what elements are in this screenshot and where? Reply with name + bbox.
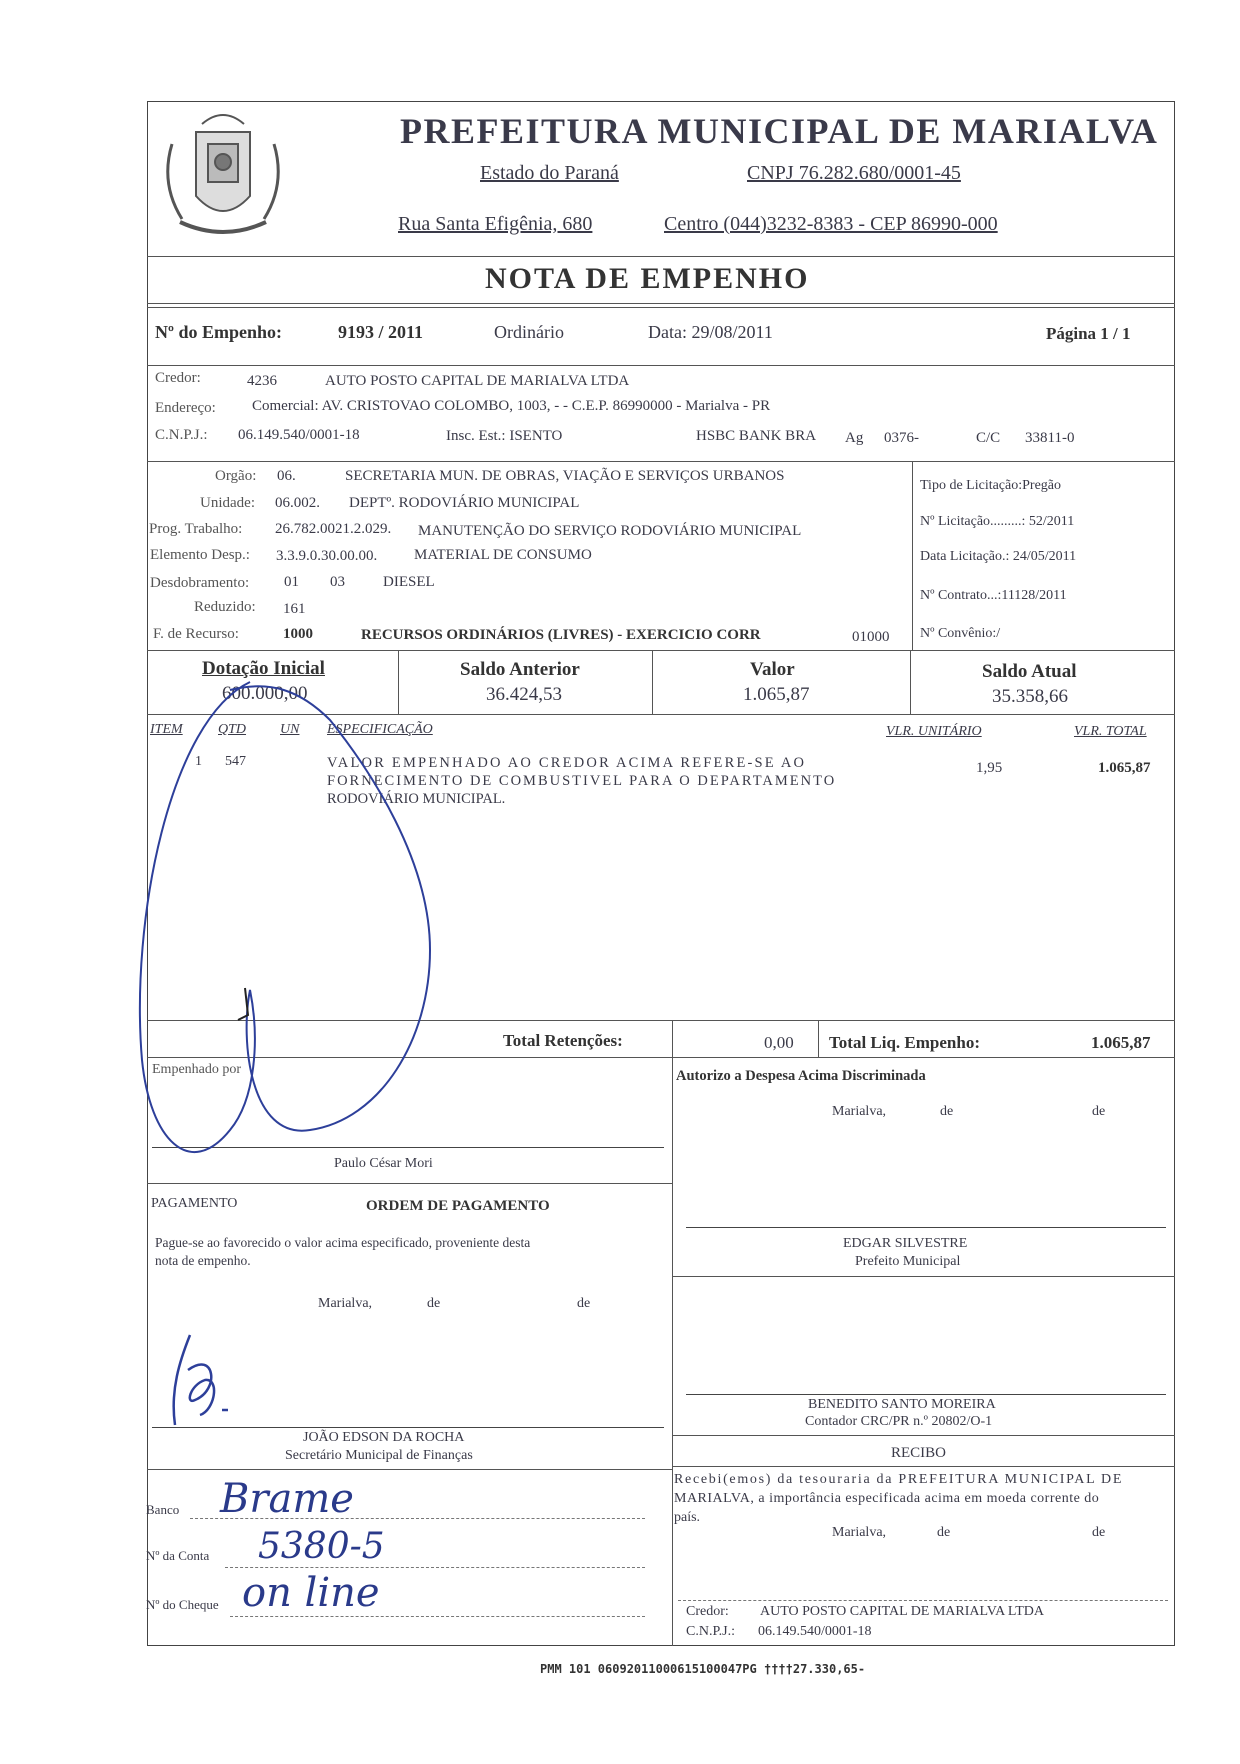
valor-value: 1.065,87 xyxy=(743,684,810,705)
header-address: Rua Santa Efigênia, 680 xyxy=(398,213,593,235)
empenho-number-label: Nº do Empenho: xyxy=(155,322,282,342)
pagamento-city: Marialva, xyxy=(318,1296,373,1311)
secretario-handwritten-signature xyxy=(160,1330,250,1440)
recibo-cnpj-label: C.N.P.J.: xyxy=(686,1624,736,1639)
credor-code: 4236 xyxy=(247,373,277,389)
agency-value: 0376- xyxy=(884,430,919,446)
desdobramento-label: Desdobramento: xyxy=(150,575,250,591)
recibo-text-line: MARIALVA, a importância especificada acima em moeda corrente do xyxy=(674,1491,1100,1506)
numero-contrato: Nº Contrato...:11128/2011 xyxy=(920,588,1067,603)
prefeito-role: Prefeito Municipal xyxy=(855,1254,961,1269)
pagamento-label: PAGAMENTO xyxy=(151,1196,238,1211)
dotacao-inicial-label: Dotação Inicial xyxy=(202,658,325,679)
bank-name: HSBC BANK BRA xyxy=(696,428,817,444)
banco-handwritten: Brame xyxy=(220,1476,354,1522)
unidade-code: 06.002. xyxy=(275,495,320,511)
document-title: NOTA DE EMPENHO xyxy=(485,262,810,295)
empenho-number: 9193 / 2011 xyxy=(338,322,424,342)
empenhado-signer: Paulo César Mori xyxy=(334,1156,433,1171)
recibo-de-1: de xyxy=(937,1525,951,1540)
recibo-cnpj-value: 06.149.540/0001-18 xyxy=(758,1624,872,1639)
autorizo-label: Autorizo a Despesa Acima Discriminada xyxy=(676,1068,926,1084)
recurso-name: RECURSOS ORDINÁRIOS (LIVRES) - EXERCICIO CORR xyxy=(361,627,761,643)
recibo-text-line: Recebi(emos) da tesouraria da PREFEITURA MUNICIPAL DE xyxy=(674,1472,1124,1487)
numero-licitacao: Nº Licitação.........: 52/2011 xyxy=(920,514,1075,529)
unidade-name: DEPTº. RODOVIÁRIO MUNICIPAL xyxy=(349,495,580,511)
recibo-city: Marialva, xyxy=(832,1525,887,1540)
autorizo-de-2: de xyxy=(1092,1104,1106,1119)
empenhado-por-label: Empenhado por xyxy=(152,1062,242,1077)
recurso-code: 1000 xyxy=(283,626,313,642)
dotacao-inicial-value: 600.000,00 xyxy=(222,683,308,704)
recibo-text-line: país. xyxy=(674,1510,701,1525)
item-vlr-unitario: 1,95 xyxy=(976,760,1003,776)
data-licitacao: Data Licitação.: 24/05/2011 xyxy=(920,549,1077,564)
item-spec-line: RODOVIÁRIO MUNICIPAL. xyxy=(327,791,506,807)
item-spec-line: VALOR EMPENHADO AO CREDOR ACIMA REFERE-SE AO xyxy=(327,755,807,771)
desdobramento-a: 01 xyxy=(284,574,299,590)
footer-authentication: PMM 101 06092011000615100047PG ††††27.330,65- xyxy=(540,1662,866,1676)
page-number: Página 1 / 1 xyxy=(1046,324,1131,343)
cnpj-label: C.N.P.J.: xyxy=(155,427,208,443)
prog-name: MANUTENÇÃO DO SERVIÇO RODOVIÁRIO MUNICIPAL xyxy=(418,523,802,539)
cheque-label: Nº do Cheque xyxy=(146,1597,219,1612)
endereco-label: Endereço: xyxy=(155,400,216,416)
reduzido-value: 161 xyxy=(283,601,306,617)
empenho-type: Ordinário xyxy=(494,322,564,342)
endereco-value: Comercial: AV. CRISTOVAO COLOMBO, 1003, - - C.E.P. 86990000 - Marialva - PR xyxy=(252,398,771,414)
total-retencoes-value: 0,00 xyxy=(764,1033,794,1052)
agency-label: Ag xyxy=(845,430,864,446)
municipal-crest-logo xyxy=(152,104,294,244)
item-qtd: 547 xyxy=(225,754,246,769)
desdobramento-name: DIESEL xyxy=(383,574,435,590)
recibo-credor-value: AUTO POSTO CAPITAL DE MARIALVA LTDA xyxy=(760,1604,1044,1619)
page-title: PREFEITURA MUNICIPAL DE MARIALVA xyxy=(400,111,1159,151)
recibo-de-2: de xyxy=(1092,1525,1106,1540)
secretario-role: Secretário Municipal de Finanças xyxy=(285,1448,473,1463)
prog-code: 26.782.0021.2.029. xyxy=(275,521,392,537)
autorizo-de-1: de xyxy=(940,1104,954,1119)
recurso-code-2: 01000 xyxy=(852,629,890,645)
total-retencoes-label: Total Retenções: xyxy=(503,1031,623,1050)
desdobramento-b: 03 xyxy=(330,574,345,590)
unidade-label: Unidade: xyxy=(200,495,255,511)
saldo-atual-label: Saldo Atual xyxy=(982,661,1077,682)
tipo-licitacao: Tipo de Licitação:Pregão xyxy=(920,478,1062,493)
cnpj-value: 06.149.540/0001-18 xyxy=(238,427,360,443)
item-number: 1 xyxy=(195,754,202,769)
conta-handwritten: 5380-5 xyxy=(258,1526,385,1567)
account-value: 33811-0 xyxy=(1025,430,1075,446)
autorizo-city: Marialva, xyxy=(832,1104,887,1119)
credor-name: AUTO POSTO CAPITAL DE MARIALVA LTDA xyxy=(325,373,630,389)
saldo-anterior-label: Saldo Anterior xyxy=(460,659,580,680)
handwritten-signature-mark xyxy=(130,660,450,1180)
recibo-title: RECIBO xyxy=(891,1445,947,1461)
insc-est: Insc. Est.: ISENTO xyxy=(446,428,563,444)
cheque-handwritten: on line xyxy=(242,1570,380,1616)
col-header-qtd: QTD xyxy=(218,722,247,737)
pagamento-de-1: de xyxy=(427,1296,441,1311)
pagamento-text-line: nota de empenho. xyxy=(155,1253,251,1268)
total-liq-empenho-value: 1.065,87 xyxy=(1091,1033,1151,1052)
prog-label: Prog. Trabalho: xyxy=(149,521,243,537)
col-header-vlr-unitario: VLR. UNITÁRIO xyxy=(886,724,982,739)
col-header-vlr-total: VLR. TOTAL xyxy=(1074,724,1147,739)
numero-convenio: Nº Convênio:/ xyxy=(920,626,1001,641)
recurso-label: F. de Recurso: xyxy=(153,626,239,642)
col-header-item: ITEM xyxy=(150,722,183,737)
empenho-date: Data: 29/08/2011 xyxy=(648,322,773,342)
elemento-label: Elemento Desp.: xyxy=(150,547,250,563)
saldo-atual-value: 35.358,66 xyxy=(992,686,1068,707)
ordem-pagamento-title: ORDEM DE PAGAMENTO xyxy=(366,1198,550,1214)
contador-signer: BENEDITO SANTO MOREIRA xyxy=(808,1397,996,1412)
item-vlr-total: 1.065,87 xyxy=(1098,760,1151,776)
pagamento-de-2: de xyxy=(577,1296,591,1311)
total-liq-empenho-label: Total Liq. Empenho: xyxy=(829,1033,980,1052)
credor-label: Credor: xyxy=(155,370,201,386)
orgao-code: 06. xyxy=(277,468,296,484)
state-name: Estado do Paraná xyxy=(480,162,619,184)
orgao-label: Orgão: xyxy=(215,468,257,484)
orgao-name: SECRETARIA MUN. DE OBRAS, VIAÇÃO E SERVIÇOS URBANOS xyxy=(345,468,785,484)
col-header-un: UN xyxy=(280,722,300,737)
valor-label: Valor xyxy=(750,659,795,680)
elemento-code: 3.3.9.0.30.00.00. xyxy=(276,548,378,564)
elemento-name: MATERIAL DE CONSUMO xyxy=(414,547,592,563)
recibo-credor-label: Credor: xyxy=(686,1604,729,1619)
contador-role: Contador CRC/PR n.º 20802/O-1 xyxy=(805,1414,993,1429)
header-phone-cep: Centro (044)3232-8383 - CEP 86990-000 xyxy=(664,213,998,235)
pagamento-text-line: Pague-se ao favorecido o valor acima especificado, proveniente desta xyxy=(155,1235,531,1250)
saldo-anterior-value: 36.424,53 xyxy=(486,684,562,705)
col-header-especificacao: ESPECIFICAÇÃO xyxy=(327,722,433,737)
item-spec-line: FORNECIMENTO DE COMBUSTIVEL PARA O DEPARTAMENTO xyxy=(327,773,837,789)
banco-label: Banco xyxy=(146,1502,180,1517)
prefeito-signer: EDGAR SILVESTRE xyxy=(843,1236,968,1251)
header-cnpj: CNPJ 76.282.680/0001-45 xyxy=(747,162,961,184)
secretario-signer: JOÃO EDSON DA ROCHA xyxy=(303,1430,465,1445)
account-label: C/C xyxy=(976,430,1001,446)
reduzido-label: Reduzido: xyxy=(194,599,256,615)
conta-label: Nº da Conta xyxy=(146,1548,210,1563)
